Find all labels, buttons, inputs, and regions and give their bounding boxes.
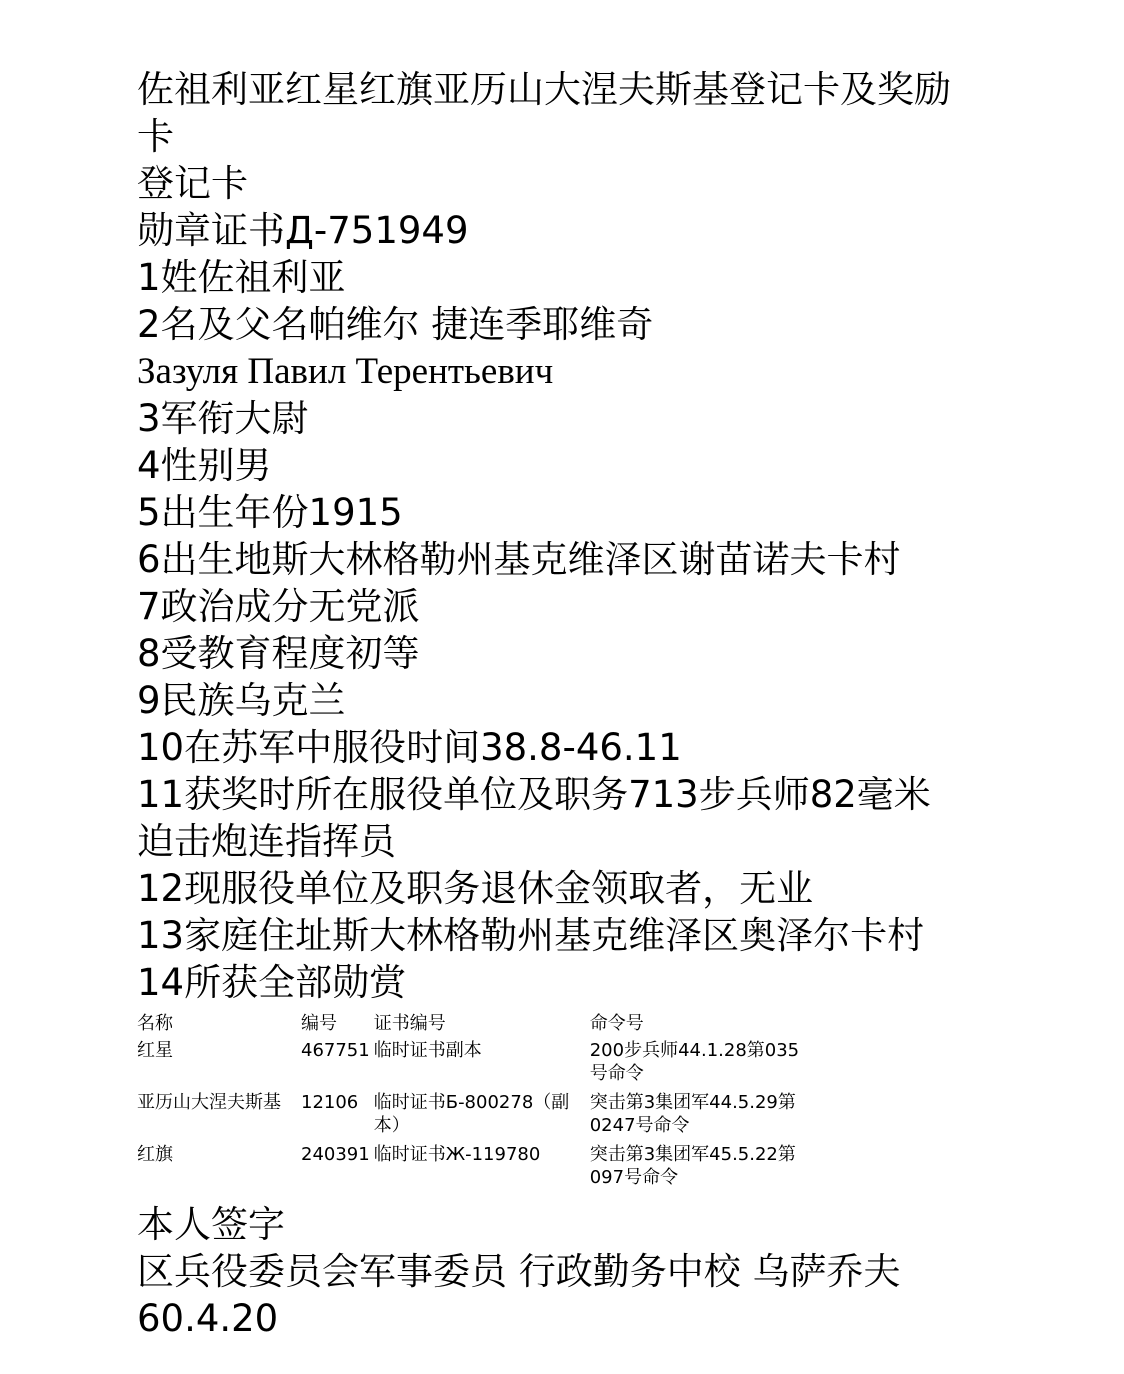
award-order: 突击第3集团军45.5.22第097号命令: [589, 1144, 796, 1188]
field-birth-year: 5出生年份1915: [137, 491, 403, 534]
field-unit-at-award: 11获奖时所在服役单位及职务713步兵师82毫米迫击炮连指挥员: [137, 773, 931, 863]
awards-table: [137, 1012, 804, 1195]
field-service-period: 10在苏军中服役时间38.8-46.11: [137, 726, 682, 769]
field-party: 7政治成分无党派: [137, 585, 420, 628]
header-certificate: 证书编号: [373, 1013, 446, 1034]
award-number: 240391: [301, 1144, 370, 1165]
document-date: 60.4.20: [137, 1297, 279, 1340]
award-order: 突击第3集团军44.5.29第0247号命令: [589, 1092, 796, 1136]
military-commissioner: 区兵役委员会军事委员 行政勤务中校 乌萨乔夫: [137, 1250, 901, 1293]
registration-card-heading: 登记卡: [137, 162, 248, 205]
table-row: [137, 1091, 804, 1143]
award-name: 红旗: [137, 1144, 173, 1165]
table-row: [137, 1039, 804, 1091]
field-home-address: 13家庭住址斯大林格勒州基克维泽区奥泽尔卡村: [137, 914, 925, 957]
header-number: 编号: [301, 1013, 337, 1034]
document-page: [137, 66, 967, 1342]
field-nationality: 9民族乌克兰: [137, 679, 346, 722]
field-name-patronymic: 2名及父名帕维尔 捷连季耶维奇: [137, 303, 654, 346]
award-certificate: 临时证书Б-800278（副本）: [373, 1092, 570, 1136]
awards-table-header-row: [137, 1012, 804, 1039]
award-certificate: 临时证书Ж-119780: [373, 1144, 541, 1165]
field-surname: 1姓佐祖利亚: [137, 256, 346, 299]
award-number: 12106: [301, 1092, 359, 1113]
field-all-awards: 14所获全部勋赏: [137, 961, 407, 1004]
field-birthplace: 6出生地斯大林格勒州基克维泽区谢苗诺夫卡村: [137, 538, 901, 581]
signature-label: 本人签字: [137, 1203, 285, 1246]
field-current-unit: 12现服役单位及职务退休金领取者，无业: [137, 867, 814, 910]
field-rank: 3军衔大尉: [137, 397, 309, 440]
award-certificate: 临时证书副本: [373, 1040, 482, 1061]
award-name: 亚历山大涅夫斯基: [137, 1092, 281, 1113]
award-order: 200步兵师44.1.28第035号命令: [589, 1040, 800, 1084]
header-order: 命令号: [589, 1013, 644, 1034]
certificate-number: 勋章证书Д-751949: [137, 209, 469, 252]
field-education: 8受教育程度初等: [137, 632, 420, 675]
award-name: 红星: [137, 1040, 173, 1061]
award-number: 467751: [301, 1040, 370, 1061]
field-sex: 4性别男: [137, 444, 272, 487]
table-row: [137, 1143, 804, 1195]
document-title: 佐祖利亚红星红旗亚历山大涅夫斯基登记卡及奖励卡: [137, 68, 951, 158]
header-name: 名称: [137, 1013, 173, 1034]
field-name-russian: Зазуля Павил Терентьевич: [137, 351, 554, 392]
